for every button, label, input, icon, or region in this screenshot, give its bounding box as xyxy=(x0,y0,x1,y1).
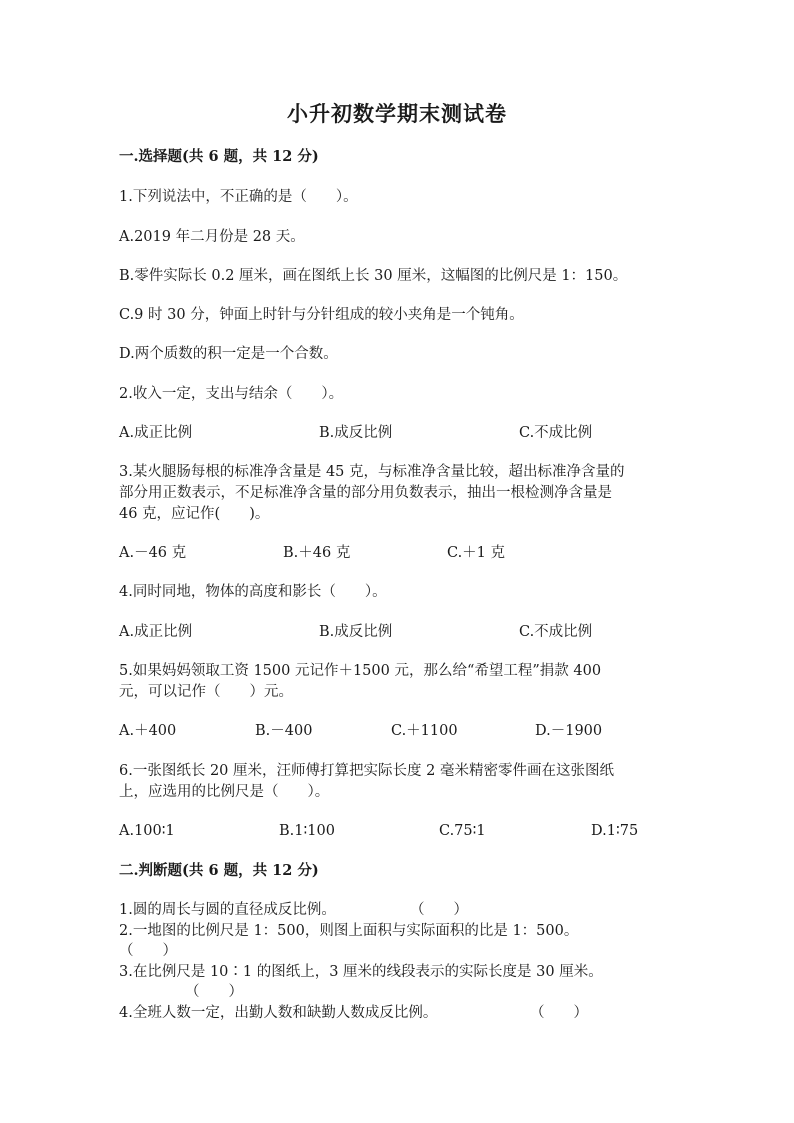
judge-item-4: 4.全班人数一定，出勤人数和缺勤人数成反比例。 xyxy=(119,1005,438,1021)
q6-option-b: B.1∶100 xyxy=(279,823,335,839)
judge-item-2: 2.一地图的比例尺是 1：500，则图上面积与实际面积的比是 1：500。 xyxy=(119,923,579,939)
page-title: 小升初数学期末测试卷 xyxy=(287,101,507,126)
question-6-line-2: 上，应选用的比例尺是（ ）。 xyxy=(119,784,330,800)
q6-option-d: D.1∶75 xyxy=(591,823,639,839)
q5-option-d: D.－1900 xyxy=(535,723,603,739)
q2-option-a: A.成正比例 xyxy=(119,425,193,441)
q3-option-c: C.＋1 克 xyxy=(447,545,506,561)
q1-option-c: C.9 时 30 分，钟面上时针与分针组成的较小夹角是一个钝角。 xyxy=(119,307,524,323)
question-1: 1.下列说法中，不正确的是（ ）。 xyxy=(119,189,358,205)
q5-option-b: B.－400 xyxy=(255,723,313,739)
section-heading-judge: 二.判断题(共 6 题，共 12 分) xyxy=(119,862,319,879)
q5-option-c: C.＋1100 xyxy=(391,723,458,739)
q1-option-b: B.零件实际长 0.2 厘米，画在图纸上长 30 厘米，这幅图的比例尺是 1：150。 xyxy=(119,268,628,284)
q5-option-a: A.＋400 xyxy=(119,723,177,739)
q2-option-c: C.不成比例 xyxy=(519,425,593,441)
question-5-line-2: 元，可以记作（ ）元。 xyxy=(119,684,293,700)
question-3-line-1: 3.某火腿肠每根的标准净含量是 45 克，与标准净含量比较，超出标准净含量的 xyxy=(119,464,625,480)
q4-option-a: A.成正比例 xyxy=(119,624,193,640)
judge-item-1: 1.圆的周长与圆的直径成反比例。 xyxy=(119,902,336,918)
question-2: 2.收入一定，支出与结余（ ）。 xyxy=(119,386,344,402)
judge-item-1-blank[interactable]: （ ） xyxy=(410,902,468,918)
question-4: 4.同时同地，物体的高度和影长（ ）。 xyxy=(119,584,387,600)
question-3-line-2: 部分用正数表示，不足标准净含量的部分用负数表示，抽出一根检测净含量是 xyxy=(119,485,612,501)
q2-option-b: B.成反比例 xyxy=(319,425,393,441)
question-3-line-3: 46 克，应记作( )。 xyxy=(119,506,270,522)
judge-item-2-blank[interactable]: （ ） xyxy=(119,943,177,959)
judge-item-3: 3.在比例尺是 10∶1 的图纸上，3 厘米的线段表示的实际长度是 30 厘米。 xyxy=(119,964,603,980)
q1-option-d: D.两个质数的积一定是一个合数。 xyxy=(119,346,338,362)
q3-option-a: A.－46 克 xyxy=(119,545,187,561)
q3-option-b: B.＋46 克 xyxy=(283,545,351,561)
judge-item-3-blank[interactable]: （ ） xyxy=(185,984,243,1000)
q6-option-c: C.75∶1 xyxy=(439,823,486,839)
q4-option-b: B.成反比例 xyxy=(319,624,393,640)
q1-option-a: A.2019 年二月份是 28 天。 xyxy=(119,229,305,245)
judge-item-4-blank[interactable]: （ ） xyxy=(530,1005,588,1021)
question-5-line-1: 5.如果妈妈领取工资 1500 元记作＋1500 元，那么给“希望工程”捐款 400 xyxy=(119,663,602,679)
q6-option-a: A.100∶1 xyxy=(119,823,175,839)
q4-option-c: C.不成比例 xyxy=(519,624,593,640)
section-heading-choice: 一.选择题(共 6 题，共 12 分) xyxy=(119,148,319,165)
question-6-line-1: 6.一张图纸长 20 厘米，汪师傅打算把实际长度 2 毫米精密零件画在这张图纸 xyxy=(119,763,614,779)
